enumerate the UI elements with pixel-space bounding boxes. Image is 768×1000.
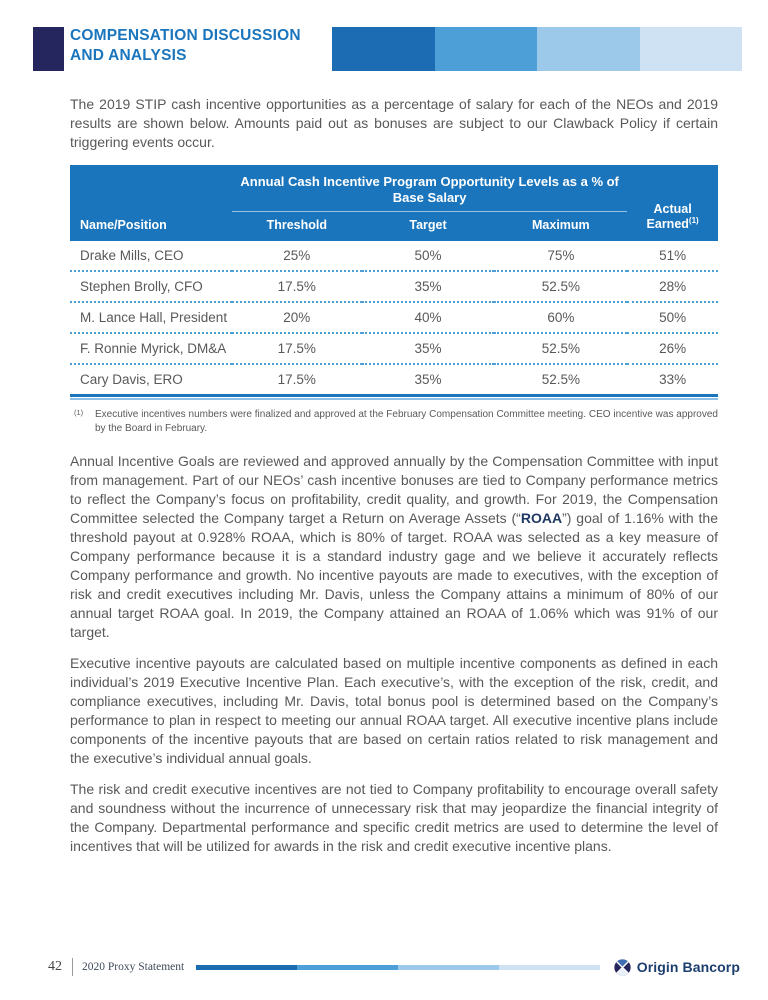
actual-earned-line1: Actual [653,202,692,216]
gradient-segment-2 [435,27,538,71]
footer-gradient-segment-2 [297,965,398,970]
document-title: 2020 Proxy Statement [82,961,185,973]
footnote-reference: (1) [688,215,699,225]
footnote-marker: (1) [74,408,84,417]
cell-threshold: 25% [283,248,311,263]
table-footnote [70,408,718,436]
brand-name: Origin Bancorp [636,959,740,975]
cell-actual: 28% [627,271,718,302]
page-number: 42 [48,959,62,974]
footer-gradient-segment-1 [196,965,297,970]
cell-name: Cary Davis, ERO [70,364,232,396]
column-header-actual-earned [627,165,718,241]
column-header-name-position: Name/Position [70,165,232,241]
header-gradient-bar [332,27,742,71]
column-header-target: Target [362,212,495,242]
cell-maximum: 52.5% [494,364,627,396]
cell-threshold: 20% [232,302,362,333]
gradient-segment-4 [640,27,743,71]
cell-target: 35% [362,364,495,396]
page-body [70,95,718,856]
footer-gradient-bar [196,965,599,970]
cell-target: 50% [414,248,442,263]
cell-target: 40% [362,302,495,333]
table-row [70,271,718,302]
cell-name: M. Lance Hall, President [70,302,232,333]
header-accent-square [33,27,64,71]
footer-gradient-segment-4 [499,965,600,970]
body-paragraphs [70,452,718,856]
table-row [70,364,718,396]
gradient-segment-3 [537,27,640,71]
roaa-term: ROAA [520,510,563,526]
cell-name: Stephen Brolly, CFO [70,271,232,302]
table-row [70,302,718,333]
footer-divider [72,958,73,976]
paragraph-risk-credit-incentives: The risk and credit executive incentives are not tied to Company profitability to encourage overall safety and soundness without the incurrence of unnecessary risk that may jeopardize the financial integrity of the Company. Departmental performance and specific credit metrics are used to determine the level of incentives that will be utilized for awards in the risk and credit executive incentive plans. [70,781,718,854]
cell-maximum: 60% [494,302,627,333]
paragraph-executive-incentive-payouts: Executive incentive payouts are calculated based on multiple incentive components as defined in each individual’s 2019 Executive Incentive Plan. Each executive’s, with the exception of the risk, credit, and compliance executives, including Mr. Davis, total bonus pool is determined based on the Company’s performance to plan in respect to meeting our annual ROAA target. All executive incentive plans include components of the incentive payouts that are based on certain ratios related to risk management and the executive’s individual annual goals. [70,655,718,766]
cell-actual: 51% [659,248,687,263]
cell-name: F. Ronnie Myrick, DM&A [70,333,232,364]
p1-post: ”) goal of 1.16% with the threshold payout at 0.928% ROAA, which is 80% of target. ROAA was selected as a key measure of Company performance because it is a standard industry gage and we believe it accurately reflects Company performance and growth. No incentive payouts are made to executives, with the exception of risk and credit executives including Mr. Davis, unless the Company attains a minimum of 80% of our annual target ROAA goal. In 2019, the Company attained an ROAA of 1.06% which was 91% of our target. [70,510,718,640]
actual-earned-line2: Earned [646,217,689,231]
table-row [70,241,718,271]
footnote-text: Executive incentives numbers were finalized and approved at the February Compensation Committee meeting. CEO incentive was approved by the Board in February. [95,409,718,434]
table-row [70,333,718,364]
table-group-header: Annual Cash Incentive Program Opportunity Levels as a % of Base Salary [232,165,627,212]
page-title [70,26,301,66]
column-header-maximum: Maximum [494,212,627,242]
cell-actual: 33% [627,364,718,396]
origin-bancorp-logo-icon [614,959,631,976]
cell-actual: 26% [627,333,718,364]
intro-paragraph: The 2019 STIP cash incentive opportunities as a percentage of salary for each of the NEOs and 2019 results are shown below. Amounts paid out as bonuses are subject to our Clawback Policy if certain triggering events occur. [70,96,718,150]
page-title-line1: COMPENSATION DISCUSSION [70,27,301,44]
cell-actual: 50% [627,302,718,333]
brand-lockup [614,959,740,976]
cell-threshold: 17.5% [232,271,362,302]
cell-maximum: 52.5% [494,271,627,302]
cell-threshold: 17.5% [232,364,362,396]
footer-gradient-segment-3 [398,965,499,970]
gradient-segment-1 [332,27,435,71]
cell-target: 35% [362,271,495,302]
column-header-threshold: Threshold [232,212,362,242]
page-title-line2: AND ANALYSIS [70,47,187,64]
cell-target: 35% [362,333,495,364]
cell-threshold: 17.5% [232,333,362,364]
cell-maximum: 75% [547,248,575,263]
incentive-opportunity-table [70,165,718,397]
paragraph-annual-incentive-goals [70,452,718,642]
table-bottom-accent-line [70,398,718,400]
cell-name: Drake Mills, CEO [80,248,184,263]
p1-pre: Annual Incentive Goals are reviewed and approved annually by the Compensation Committee with input from management. Part of our NEOs’ cash incentive bonuses are tied to Company performance metrics to reflect the Company’s focus on profitability, credit quality, and growth. For 2019, the Compensation Committee selected the Company target a Return on Average Assets (“ [70,453,718,526]
page-footer [48,955,740,979]
cell-maximum: 52.5% [494,333,627,364]
